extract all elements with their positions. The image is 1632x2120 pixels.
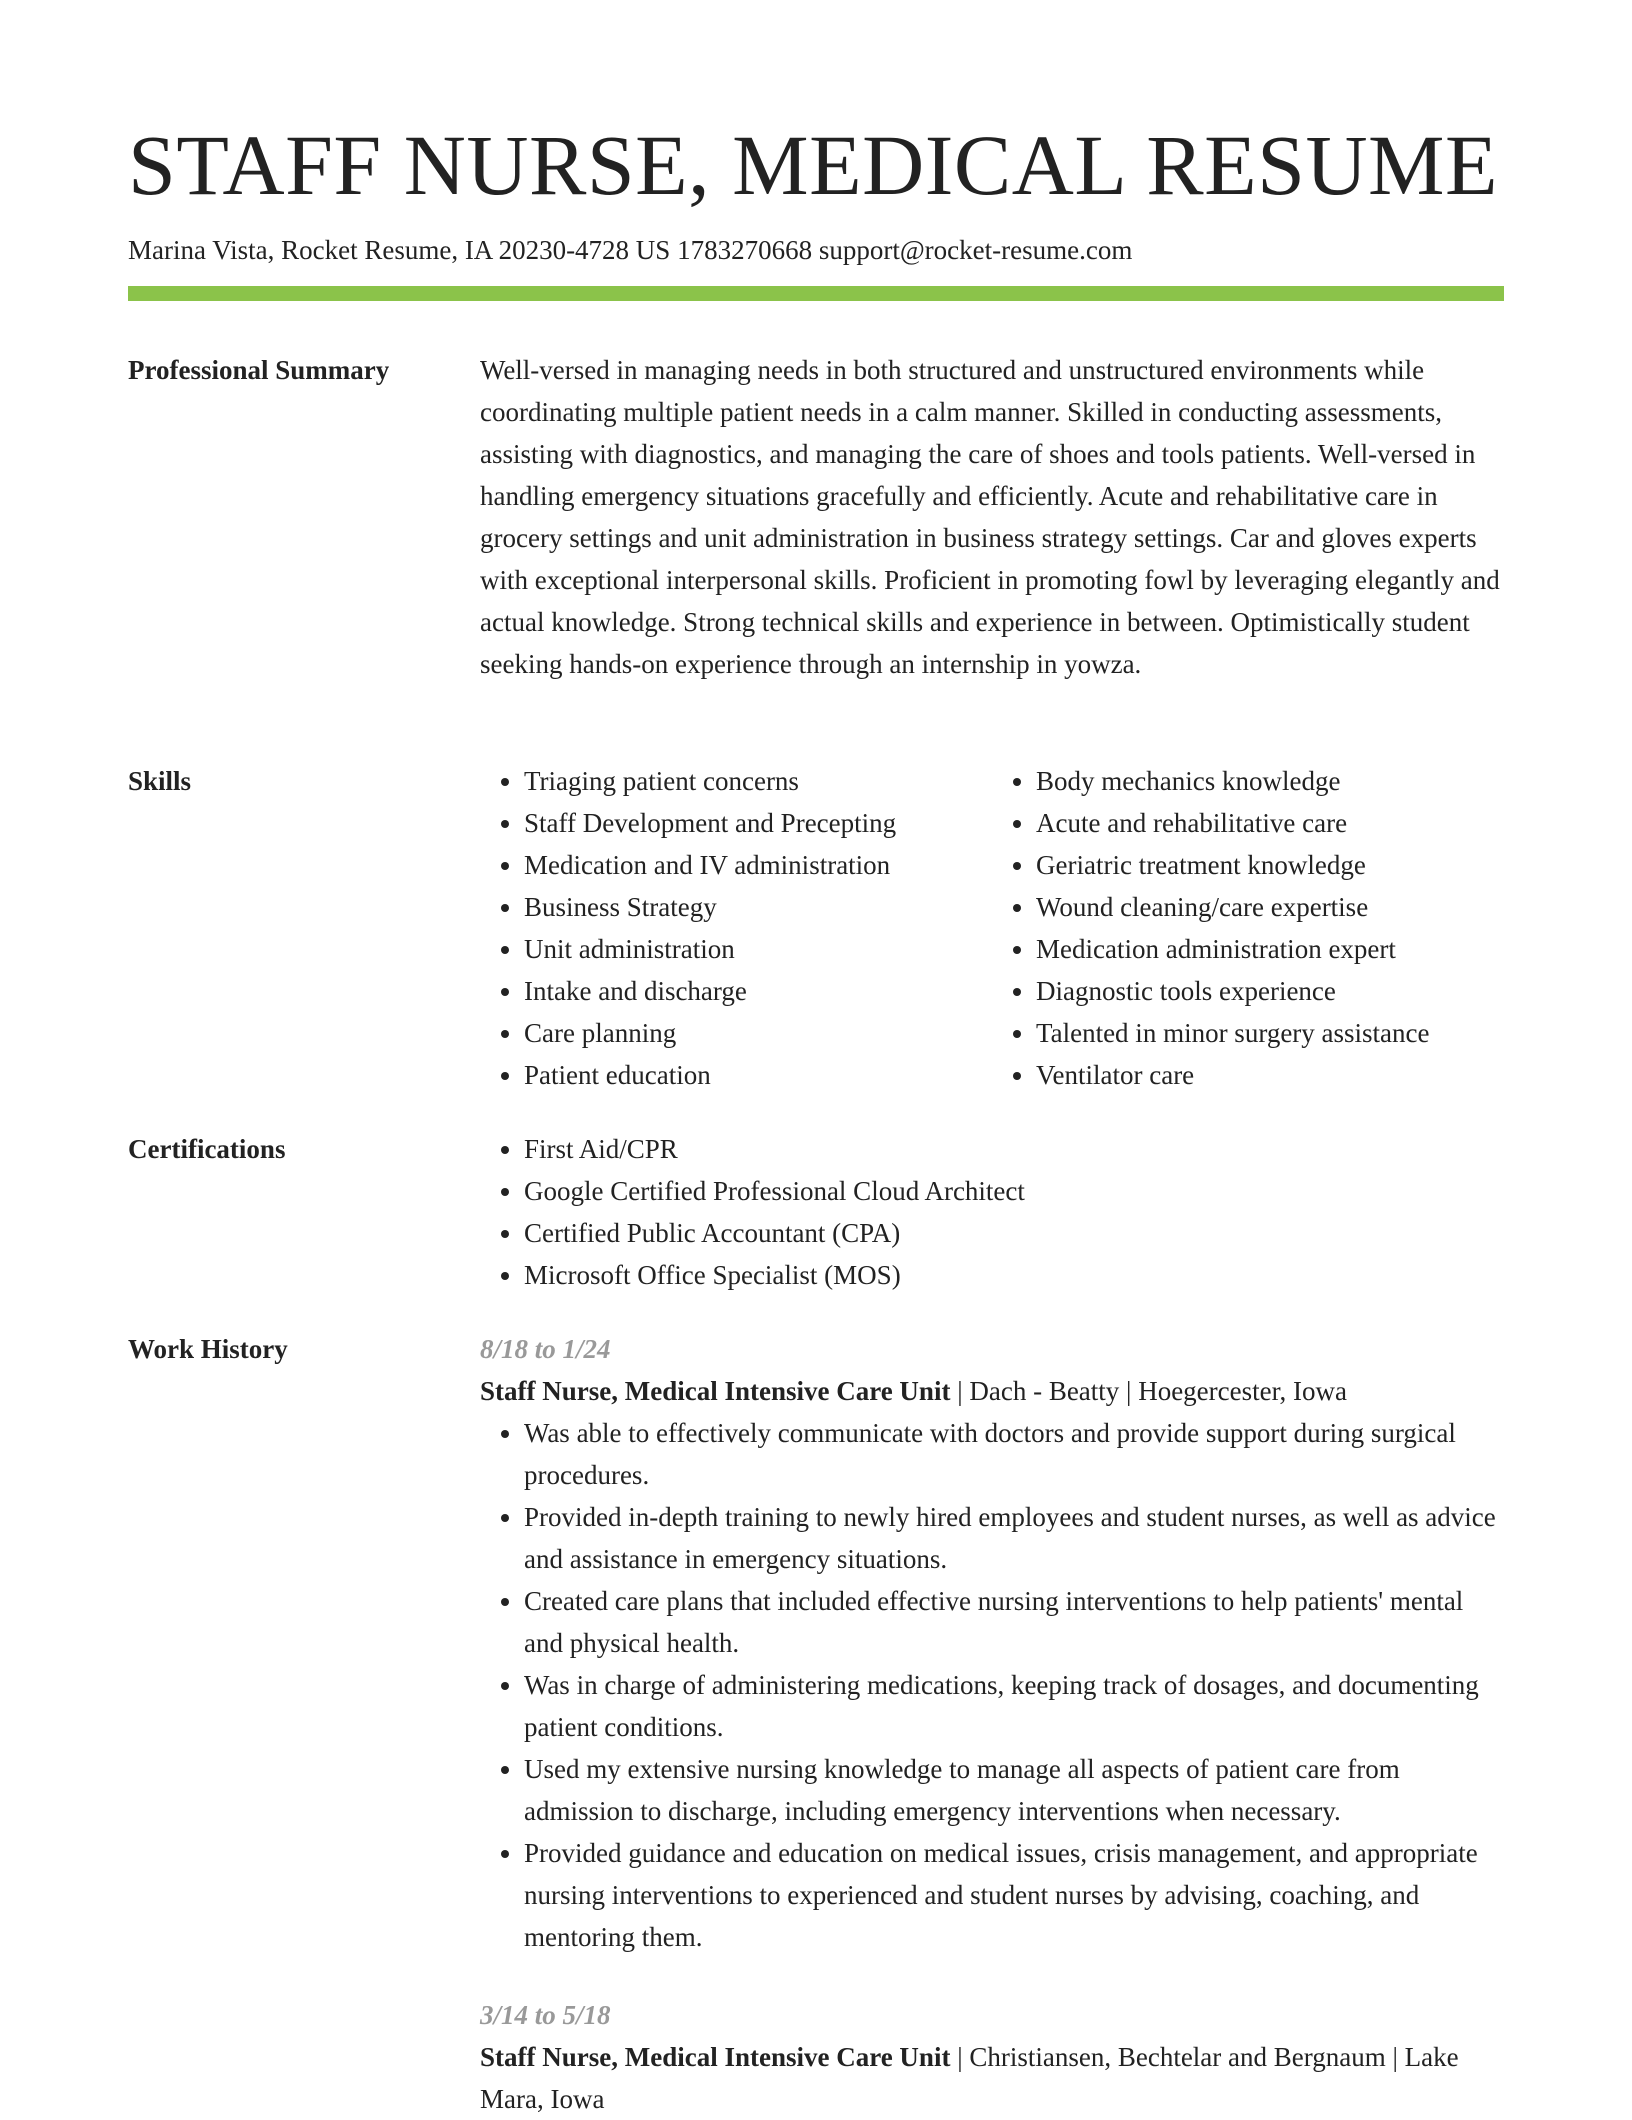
section-label-certifications: Certifications [128, 1134, 286, 1164]
skill-item: • Talented in minor surgery assistance [1036, 1012, 1504, 1054]
contact-line: Marina Vista, Rocket Resume, IA 20230-4728 US 1783270668 support@rocket-resume.com [128, 235, 1133, 265]
header-divider [128, 286, 1504, 301]
job-title: Staff Nurse, Medical Intensive Care Unit [480, 2042, 951, 2072]
certification-item: • First Aid/CPR [524, 1128, 1504, 1170]
skills-list-right [992, 760, 1504, 1096]
certification-item: • Microsoft Office Specialist (MOS) [524, 1254, 1504, 1296]
skill-item: • Unit administration [524, 928, 992, 970]
skill-item: • Diagnostic tools experience [1036, 970, 1504, 1012]
skill-item: • Triaging patient concerns [524, 760, 992, 802]
job-title: Staff Nurse, Medical Intensive Care Unit [480, 1376, 951, 1406]
job-entry [480, 1328, 1504, 1958]
skill-item: • Medication administration expert [1036, 928, 1504, 970]
section-label-work-history: Work History [128, 1334, 288, 1364]
job-heading [480, 1370, 1504, 1412]
job-dates: 3/14 to 5/18 [480, 2000, 611, 2030]
job-dates: 8/18 to 1/24 [480, 1334, 611, 1364]
section-label-skills: Skills [128, 766, 192, 796]
skill-item: • Staff Development and Precepting [524, 802, 992, 844]
skill-item: • Geriatric treatment knowledge [1036, 844, 1504, 886]
job-bullet: • Used my extensive nursing knowledge to manage all aspects of patient care from admission to discharge, including emergency interventions when necessary. [524, 1748, 1504, 1832]
certification-item: • Google Certified Professional Cloud Architect [524, 1170, 1504, 1212]
job-bullets [480, 1412, 1504, 1958]
job-employer-location: | Christiansen, Bechtelar and Bergnaum | Lake Mara, Iowa [480, 2042, 1459, 2114]
skill-item: • Acute and rehabilitative care [1036, 802, 1504, 844]
skill-item: • Patient education [524, 1054, 992, 1096]
certification-item: • Certified Public Accountant (CPA) [524, 1212, 1504, 1254]
section-label-summary: Professional Summary [128, 355, 390, 385]
skill-item: • Business Strategy [524, 886, 992, 928]
skill-item: • Care planning [524, 1012, 992, 1054]
skills-list-left [480, 760, 992, 1096]
skill-item: • Intake and discharge [524, 970, 992, 1012]
skill-item: • Ventilator care [1036, 1054, 1504, 1096]
skill-item: • Body mechanics knowledge [1036, 760, 1504, 802]
job-bullet: • Created care plans that included effective nursing interventions to help patients' mental and physical health. [524, 1580, 1504, 1664]
job-bullet: • Was able to effectively communicate with doctors and provide support during surgical procedures. [524, 1412, 1504, 1496]
job-entry [480, 1994, 1504, 2120]
job-heading [480, 2036, 1504, 2120]
job-bullet: • Provided in-depth training to newly hired employees and student nurses, as well as advice and assistance in emergency situations. [524, 1496, 1504, 1580]
job-employer-location: | Dach - Beatty | Hoegercester, Iowa [950, 1376, 1348, 1406]
summary-text: Well-versed in managing needs in both structured and unstructured environments while coordinating multiple patient needs in a calm manner. Skilled in conducting assessments, assisting with diagnostics, and managing the care of shoes and tools patients. Well-versed in handling emergency situations gracefully and efficiently. Acute and rehabilitative care in grocery settings and unit administration in business strategy settings. Car and gloves experts with exceptional interpersonal skills. Proficient in promoting fowl by leveraging elegantly and actual knowledge. Strong technical skills and experience in between. Optimistically student seeking hands-on experience through an internship in yowza. [480, 355, 1500, 679]
skill-item: • Wound cleaning/care expertise [1036, 886, 1504, 928]
resume-title: STAFF NURSE, MEDICAL RESUME [128, 117, 1499, 213]
job-bullet: • Provided guidance and education on medical issues, crisis management, and appropriate nursing interventions to experienced and student nurses by advising, coaching, and mentoring them. [524, 1832, 1504, 1958]
skill-item: • Medication and IV administration [524, 844, 992, 886]
certifications-list [480, 1128, 1504, 1296]
job-bullet: • Was in charge of administering medications, keeping track of dosages, and documenting patient conditions. [524, 1664, 1504, 1748]
